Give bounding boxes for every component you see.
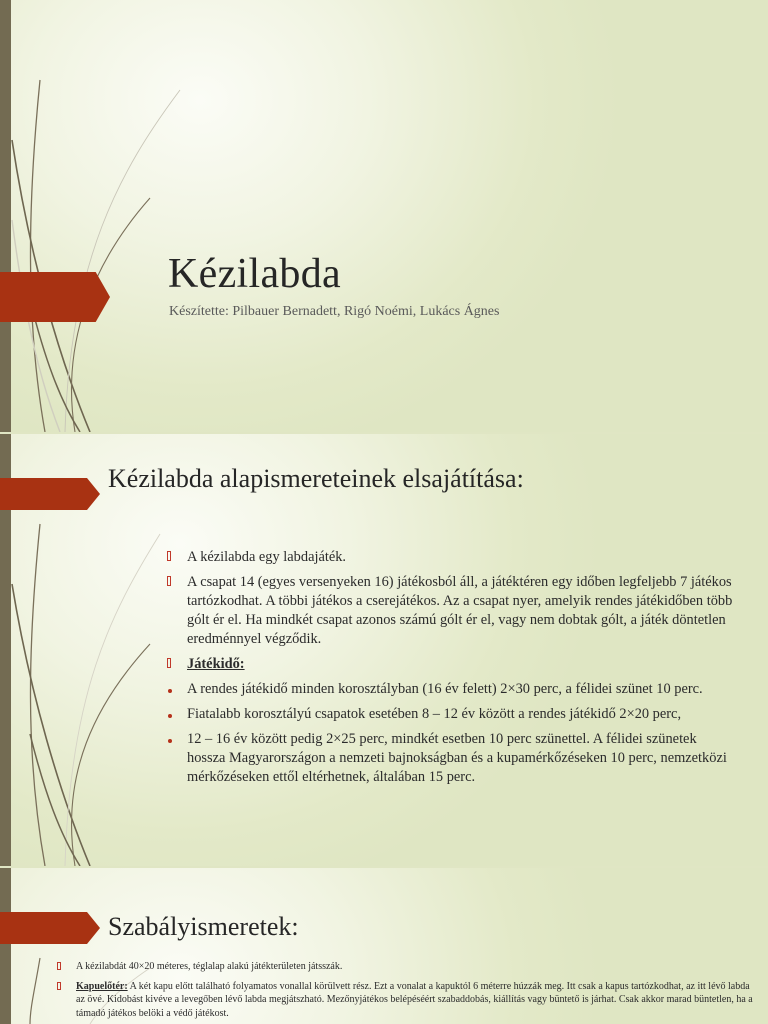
- title-arrow-tag: [0, 272, 110, 322]
- list-item: A kézilabda egy labdajáték.: [167, 548, 737, 567]
- presentation-title: Kézilabda: [168, 251, 341, 297]
- bullet-list: [167, 548, 737, 793]
- list-item: Kapuelőtér: A két kapu előtt található folyamatos vonallal körülvett rész. Ezt a vonalat a kapuktól 6 méterre húzzák meg. Itt csak a kapus tartózkodhat, az itt lévő labda az övé. Kidobást kivéve a levegőben lévő labda megjátszható. Mezőnyjátékos belépéséért szabaddobás, kiállítás vagy büntető is járhat. Csak akkor marad büntetlen, ha a támadó játékos belöki a védő játékost.: [57, 980, 757, 1021]
- slide-title[interactable]: [0, 0, 768, 432]
- square-bullet-icon: [167, 551, 171, 561]
- dot-bullet-icon: [168, 739, 172, 743]
- list-item: [167, 655, 737, 674]
- list-item: A kézilabdát 40×20 méteres, téglalap alakú játékterületen játsszák.: [57, 960, 757, 974]
- bullet-list: [57, 960, 757, 1024]
- presentation-subtitle: Készítette: Pilbauer Bernadett, Rigó Noémi, Lukács Ágnes: [169, 304, 500, 319]
- square-bullet-icon: [57, 962, 61, 970]
- dot-bullet-icon: [168, 689, 172, 693]
- subheading-jatekido: Játékidő:: [187, 656, 245, 672]
- list-item: Fiatalabb korosztályú csapatok esetében 8 – 12 év között a rendes játékidő 2×20 perc,: [167, 705, 737, 724]
- side-bar-decoration: [0, 0, 11, 432]
- heading-arrow-tag: [0, 912, 100, 944]
- slide-basics[interactable]: [0, 434, 768, 866]
- heading-arrow-tag: [0, 478, 100, 510]
- list-item: 12 – 16 év között pedig 2×25 perc, mindkét esetben 10 perc szünettel. A félidei szünetek hossza Magyarországon a nemzeti bajnokságban és a kupamérkőzéseken 10 perc, nemzetközi mérkőzéseken ettől eltérhetnek, általában 15 perc.: [167, 730, 737, 787]
- slide-heading: Szabályismeretek:: [108, 912, 299, 941]
- side-bar-decoration: [0, 868, 11, 1024]
- square-bullet-icon: [167, 658, 171, 668]
- square-bullet-icon: [167, 576, 171, 586]
- dot-bullet-icon: [168, 714, 172, 718]
- slide-rules[interactable]: [0, 868, 768, 1024]
- term-kapuelter: Kapuelőtér:: [76, 980, 128, 992]
- slide-heading: Kézilabda alapismereteinek elsajátítása:: [108, 464, 524, 493]
- square-bullet-icon: [57, 982, 61, 990]
- list-item: A csapat 14 (egyes versenyeken 16) játékosból áll, a játéktéren egy időben legfeljebb 7 játékos tartózkodhat. A többi játékos a cserejátékos. Az a csapat nyer, amelyik rendes játékidőben több gólt ér el. Ha mindkét csapat azonos számú gólt ér el, vagy nem dobtak gólt, a játék döntetlen eredménnyel végződik.: [167, 573, 737, 649]
- swoosh-lines-decoration: [0, 0, 260, 432]
- list-item: A rendes játékidő minden korosztályban (16 év felett) 2×30 perc, a félidei szünet 10 perc.: [167, 680, 737, 699]
